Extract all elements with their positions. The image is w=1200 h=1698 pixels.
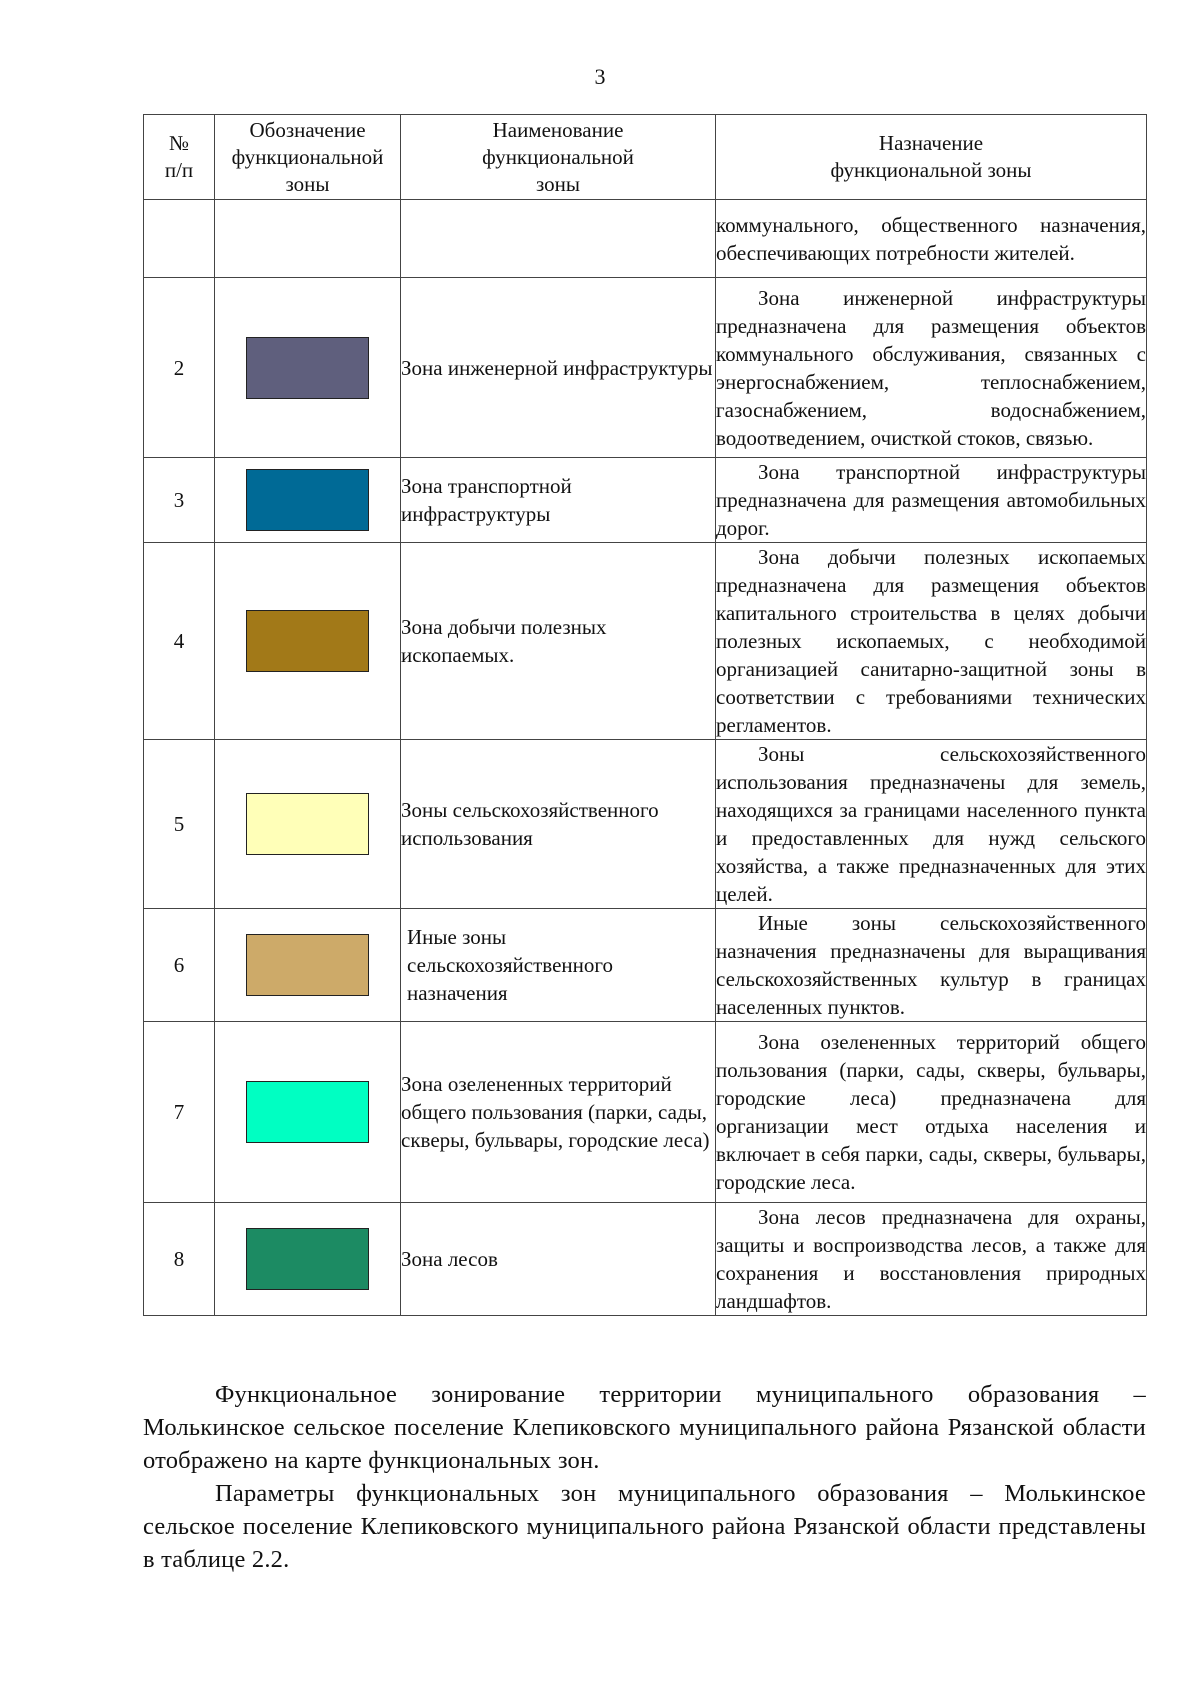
zone-purpose: [716, 1022, 1147, 1203]
zone-name: [401, 200, 716, 278]
row-number: [144, 200, 215, 278]
page-number: 3: [594, 64, 606, 89]
zone-purpose: [716, 740, 1147, 909]
zone-name: Зона озелененных территорий общего пользования (парки, сады, скверы, бульвары, городские леса): [401, 1022, 716, 1203]
zone-name: Зоны сельскохозяйственного использования: [401, 740, 716, 909]
header-number: № п/п: [144, 115, 215, 200]
body-text: [143, 1378, 1146, 1576]
table-header-row: [144, 115, 1147, 200]
row-number: 6: [144, 909, 215, 1022]
table-row: [144, 909, 1147, 1022]
zone-purpose-text: Зона инженерной инфраструктуры предназначена для размещения объектов коммунального обслуживания, связанных с энергоснабжением, теплоснабжением, газоснабжением, водоснабжением, водоотведением, очисткой стоков, связью.: [716, 285, 1146, 450]
zone-purpose: [716, 1203, 1147, 1316]
zone-name: Зона инженерной инфраструктуры: [401, 278, 716, 458]
zone-color-swatch: [246, 337, 369, 399]
zone-color-swatch: [246, 469, 369, 531]
zone-symbol-cell: [215, 278, 401, 458]
table-row: [144, 458, 1147, 543]
zone-purpose: [716, 543, 1147, 740]
table-row: [144, 1022, 1147, 1203]
table-row: [144, 1203, 1147, 1316]
zone-symbol-cell: [215, 909, 401, 1022]
zone-purpose-text: Иные зоны сельскохозяйственного назначения предназначены для выращивания сельскохозяйственных культур в границах населенных пунктов.: [716, 911, 1146, 1019]
zone-symbol-cell: [215, 543, 401, 740]
zone-purpose-text: Зоны сельскохозяйственного использования предназначены для земель, находящихся за границами населенного пункта и предоставленных для нужд сельского хозяйства, а также предназначенных для этих целей.: [716, 742, 1146, 906]
table-row: [144, 278, 1147, 458]
header-purpose: Назначение функциональной зоны: [716, 115, 1147, 200]
zone-symbol-cell: [215, 1203, 401, 1316]
header-symbol: Обозначение функциональной зоны: [215, 115, 401, 200]
zone-symbol-cell: [215, 740, 401, 909]
zone-name: Зона транспортной инфраструктуры: [401, 458, 716, 543]
zone-color-swatch: [246, 934, 369, 996]
header-name: Наименование функциональной зоны: [401, 115, 716, 200]
functional-zones-table: [143, 114, 1147, 1316]
zone-symbol-cell: [215, 458, 401, 543]
zone-color-swatch: [246, 1228, 369, 1290]
paragraph-zoning-map: Функциональное зонирование территории муниципального образования – Молькинское сельское поселение Клепиковского муниципального района Рязанской области отображено на карте функциональных зон.: [143, 1381, 1146, 1474]
row-number: 5: [144, 740, 215, 909]
table-row: [144, 543, 1147, 740]
table-row: [144, 740, 1147, 909]
row-number: 4: [144, 543, 215, 740]
zone-name: Зона добычи полезных ископаемых.: [401, 543, 716, 740]
row-number: 8: [144, 1203, 215, 1316]
zone-color-swatch: [246, 1081, 369, 1143]
zone-purpose: коммунального, общественного назначения, обеспечивающих потребности жителей.: [716, 200, 1147, 278]
zone-purpose-text: Зона озелененных территорий общего пользования (парки, сады, скверы, бульвары, городские леса) предназначена для организации мест отдыха населения и включает в себя парки, сады, скверы, бульвары, городские леса.: [716, 1030, 1146, 1194]
row-number: 2: [144, 278, 215, 458]
zone-name: Зона лесов: [401, 1203, 716, 1316]
row-number: 3: [144, 458, 215, 543]
zone-purpose: [716, 278, 1147, 458]
row-number: 7: [144, 1022, 215, 1203]
zone-purpose-text: Зона добычи полезных ископаемых предназначена для размещения объектов капитального строительства в целях добычи полезных ископаемых, с необходимой организацией санитарно-защитной зоны в соответствии с требованиями технических регламентов.: [716, 545, 1146, 737]
zone-symbol-cell: [215, 200, 401, 278]
paragraph-zone-parameters: Параметры функциональных зон муниципального образования – Молькинское сельское поселение Клепиковского муниципального района Рязанской области представлены в таблице 2.2.: [143, 1480, 1146, 1573]
zone-purpose: [716, 909, 1147, 1022]
zone-color-swatch: [246, 610, 369, 672]
table-row-continuation: [144, 200, 1147, 278]
zone-symbol-cell: [215, 1022, 401, 1203]
zone-purpose-text: Зона лесов предназначена для охраны, защиты и воспроизводства лесов, а также для сохранения и восстановления природных ландшафтов.: [716, 1205, 1146, 1313]
zone-purpose-text: Зона транспортной инфраструктуры предназначена для размещения автомобильных дорог.: [716, 460, 1146, 540]
zone-purpose: [716, 458, 1147, 543]
zone-color-swatch: [246, 793, 369, 855]
zone-name: Иные зоны сельскохозяйственного назначения: [401, 909, 716, 1022]
